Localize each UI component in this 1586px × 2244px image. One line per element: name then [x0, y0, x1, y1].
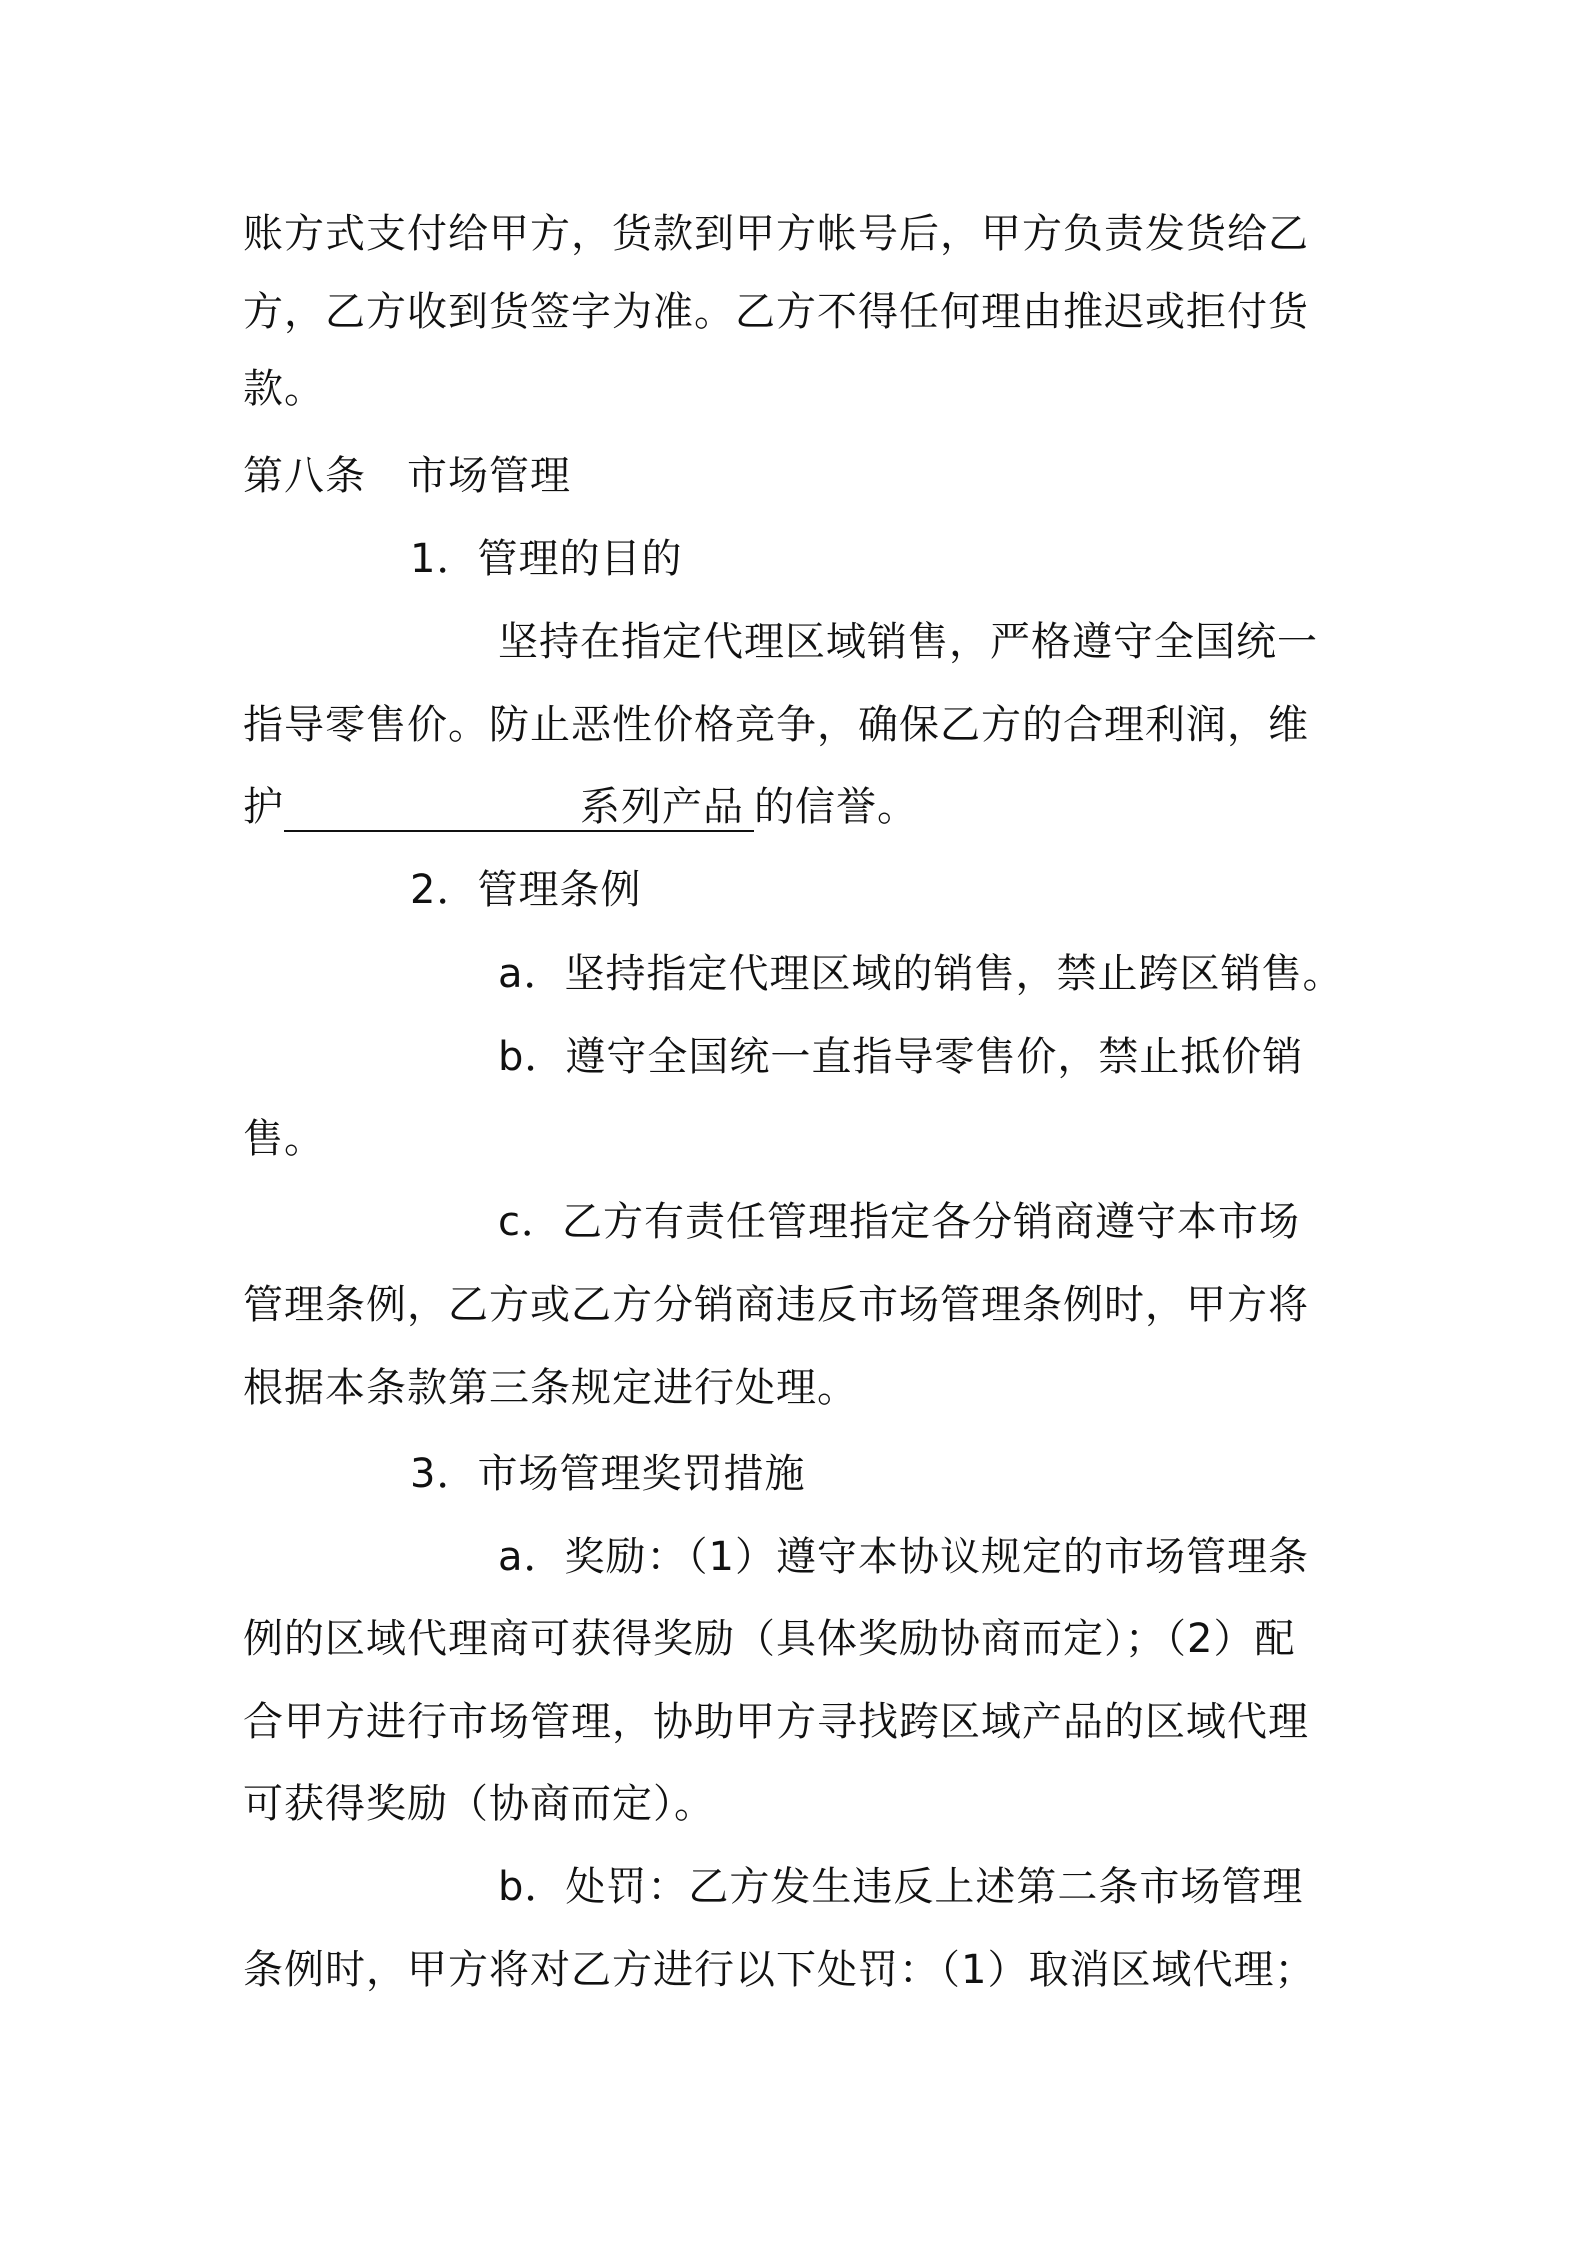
paragraph-line: 可获得奖励（协商而定）。 [243, 1781, 715, 1827]
paragraph-line: 售。 [243, 1116, 325, 1162]
list-item: a．坚持指定代理区域的销售，禁止跨区销售。 [498, 951, 1344, 997]
list-item: c．乙方有责任管理指定各分销商遵守本市场 [498, 1199, 1300, 1245]
paragraph-line: 方，乙方收到货签字为准。乙方不得任何理由推迟或拒付货 [243, 289, 1309, 335]
section-heading: 1．管理的目的 [410, 536, 683, 582]
list-item: b．处罚：乙方发生违反上述第二条市场管理 [498, 1864, 1304, 1910]
paragraph-line: 条例时，甲方将对乙方进行以下处罚：（1）取消区域代理； [243, 1947, 1316, 1993]
list-item: b．遵守全国统一直指导零售价，禁止抵价销 [498, 1034, 1304, 1080]
paragraph-line: 根据本条款第三条规定进行处理。 [243, 1365, 858, 1411]
section-heading: 2．管理条例 [410, 867, 642, 913]
paragraph-line: 款。 [243, 366, 325, 412]
blank-suffix: 的信誉。 [754, 784, 918, 830]
article-heading: 第八条 市场管理 [243, 453, 571, 499]
section-heading: 3．市场管理奖罚措施 [410, 1451, 806, 1497]
paragraph-line: 合甲方进行市场管理，协助甲方寻找跨区域产品的区域代理 [243, 1699, 1309, 1745]
blank-field [284, 784, 754, 832]
blank-field-text: 系列产品 [580, 784, 744, 830]
paragraph-line: 指导零售价。防止恶性价格竞争，确保乙方的合理利润，维 [243, 702, 1309, 748]
blank-fill-line [243, 780, 1363, 834]
list-item: a．奖励：（1）遵守本协议规定的市场管理条 [498, 1534, 1309, 1580]
paragraph-line: 管理条例，乙方或乙方分销商违反市场管理条例时，甲方将 [243, 1282, 1309, 1328]
paragraph-line: 账方式支付给甲方，货款到甲方帐号后，甲方负责发货给乙 [243, 211, 1309, 257]
blank-prefix: 护 [243, 784, 284, 830]
paragraph-line: 坚持在指定代理区域销售，严格遵守全国统一 [498, 619, 1318, 665]
paragraph-line: 例的区域代理商可获得奖励（具体奖励协商而定）；（2）配 [243, 1616, 1296, 1662]
